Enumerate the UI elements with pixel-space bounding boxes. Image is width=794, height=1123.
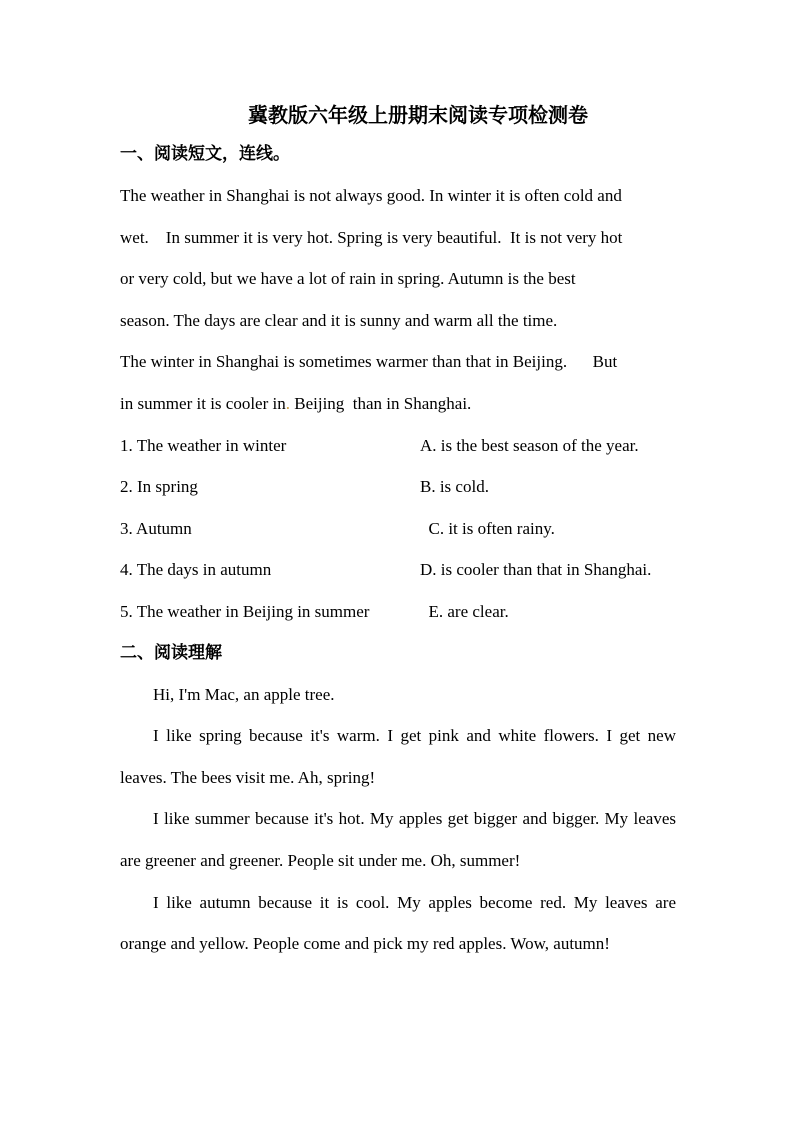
worksheet-page bbox=[120, 100, 676, 965]
passage-line: The winter in Shanghai is sometimes warmer than that in Beijing. But bbox=[120, 352, 618, 372]
section1-heading: 一、阅读短文，连线。 bbox=[120, 144, 290, 164]
matching-right: E. are clear. bbox=[420, 601, 509, 621]
matching-left: 3. Autumn bbox=[120, 518, 192, 538]
matching-row bbox=[120, 466, 676, 508]
section2-heading: 二、阅读理解 bbox=[120, 642, 222, 663]
passage-text: in summer it is cooler in bbox=[120, 393, 286, 413]
matching-right: D. is cooler than that in Shanghai. bbox=[420, 560, 652, 580]
passage-line: wet. In summer it is very hot. Spring is very beautiful. It is not very hot bbox=[120, 227, 623, 247]
matching-row bbox=[120, 508, 676, 550]
matching-right: B. is cold. bbox=[420, 477, 489, 497]
page-title: 冀教版六年级上册期末阅读专项检测卷 bbox=[248, 103, 588, 127]
matching-row bbox=[120, 591, 676, 633]
passage-text: Beijing than in Shanghai. bbox=[289, 393, 472, 413]
matching-row bbox=[120, 425, 676, 467]
passage-paragraph: Hi, I'm Mac, an apple tree. bbox=[153, 684, 335, 704]
passage-paragraph: I like spring because it's warm. I get pink and white flowers. I get new leaves. The bees visit me. Ah, spring! bbox=[120, 726, 676, 787]
matching-left: 5. The weather in Beijing in summer bbox=[120, 601, 370, 621]
matching-left: 2. In spring bbox=[120, 477, 198, 497]
matching-left: 4. The days in autumn bbox=[120, 560, 272, 580]
matching-left: 1. The weather in winter bbox=[120, 435, 287, 455]
section2-passage bbox=[120, 674, 676, 965]
stray-mark: . bbox=[285, 393, 290, 413]
section1-passage bbox=[120, 175, 676, 425]
passage-line: or very cold, but we have a lot of rain in spring. Autumn is the best bbox=[120, 269, 576, 289]
passage-paragraph: I like summer because it's hot. My apples get bigger and bigger. My leaves are greener and greener. People sit under me. Oh, summer! bbox=[120, 809, 676, 870]
passage-line-last bbox=[120, 383, 676, 425]
passage-line: The weather in Shanghai is not always good. In winter it is often cold and bbox=[120, 186, 622, 205]
matching-row bbox=[120, 549, 676, 591]
passage-paragraph: I like autumn because it is cool. My apples become red. My leaves are orange and yellow. People come and pick my red apples. Wow, autumn! bbox=[120, 892, 676, 954]
matching-exercise bbox=[120, 425, 676, 633]
passage-line: season. The days are clear and it is sunny and warm all the time. bbox=[120, 310, 558, 330]
matching-right: C. it is often rainy. bbox=[420, 518, 555, 538]
matching-right: A. is the best season of the year. bbox=[420, 435, 639, 455]
